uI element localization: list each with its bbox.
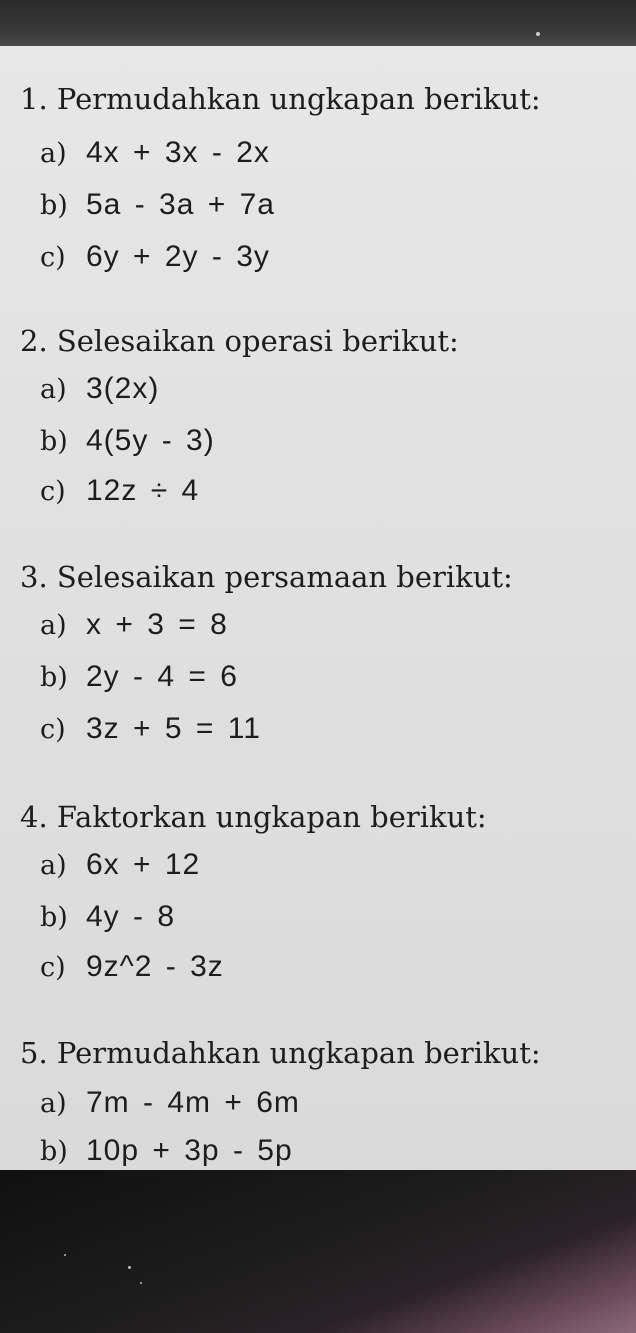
item-letter: c)	[40, 242, 66, 273]
item-expression: 5a - 3a + 7a	[86, 188, 275, 221]
item-letter: c)	[40, 952, 66, 983]
dust-speck	[140, 1282, 142, 1284]
item-expression: 4(5y - 3)	[86, 424, 215, 457]
question-1-item-a	[40, 136, 270, 170]
question-4-item-c	[40, 950, 224, 984]
question-4-item-a	[40, 848, 200, 882]
dust-speck	[64, 1254, 66, 1256]
item-expression: 6y + 2y - 3y	[86, 240, 270, 273]
question-3-heading: 3. Selesaikan persamaan berikut:	[20, 560, 513, 594]
question-2-heading: 2. Selesaikan operasi berikut:	[20, 324, 459, 358]
item-letter: b)	[40, 426, 68, 457]
item-expression: 6x + 12	[86, 848, 201, 881]
item-letter: b)	[40, 662, 68, 693]
item-expression: 9z^2 - 3z	[86, 950, 224, 983]
question-3-item-c	[40, 712, 261, 746]
item-letter: c)	[40, 476, 66, 507]
question-4-item-b	[40, 900, 175, 934]
question-5-item-a	[40, 1086, 300, 1120]
item-expression: 3(2x)	[86, 372, 160, 405]
item-letter: a)	[40, 1088, 67, 1119]
dust-speck	[128, 1266, 131, 1269]
question-1-item-c	[40, 240, 270, 274]
question-3-item-b	[40, 660, 238, 694]
item-expression: 4x + 3x - 2x	[86, 136, 270, 169]
item-letter: a)	[40, 610, 67, 641]
camera-dot	[536, 32, 540, 36]
item-expression: 12z ÷ 4	[86, 474, 200, 507]
item-expression: 3z + 5 = 11	[86, 712, 261, 745]
question-5-item-b	[40, 1134, 293, 1168]
worksheet-screen	[0, 46, 636, 1170]
question-2-item-b	[40, 424, 215, 458]
item-letter: b)	[40, 1136, 68, 1167]
item-expression: 4y - 8	[86, 900, 176, 933]
item-expression: 10p + 3p - 5p	[86, 1134, 293, 1167]
item-letter: a)	[40, 850, 67, 881]
question-4-heading: 4. Faktorkan ungkapan berikut:	[20, 800, 487, 834]
item-letter: a)	[40, 138, 67, 169]
item-letter: b)	[40, 190, 68, 221]
item-expression: x + 3 = 8	[86, 608, 228, 641]
question-5-heading: 5. Permudahkan ungkapan berikut:	[20, 1036, 541, 1070]
question-2-item-a	[40, 372, 159, 406]
item-letter: b)	[40, 902, 68, 933]
item-expression: 2y - 4 = 6	[86, 660, 238, 693]
question-3-item-a	[40, 608, 228, 642]
item-letter: c)	[40, 714, 66, 745]
top-bezel	[0, 0, 636, 46]
question-2-item-c	[40, 474, 199, 508]
item-letter: a)	[40, 374, 67, 405]
bottom-bezel	[0, 1170, 636, 1333]
question-1-item-b	[40, 188, 275, 222]
question-1-heading: 1. Permudahkan ungkapan berikut:	[20, 82, 541, 116]
item-expression: 7m - 4m + 6m	[86, 1086, 300, 1119]
